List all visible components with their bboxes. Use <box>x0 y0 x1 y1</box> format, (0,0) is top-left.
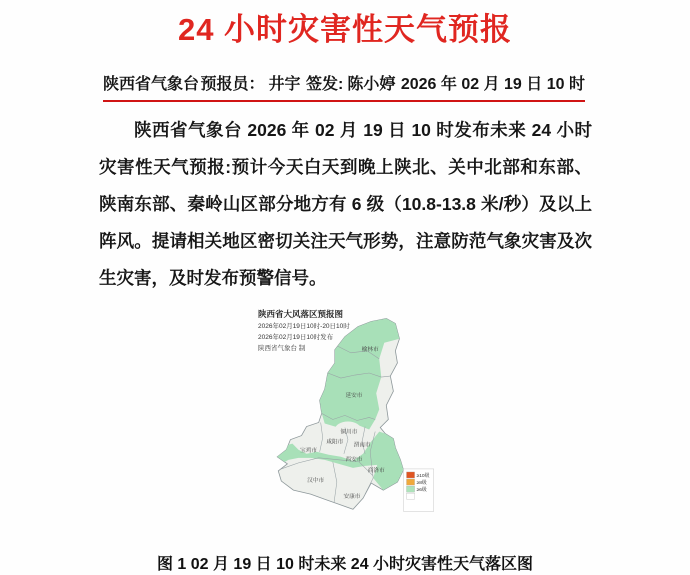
map-producer: 陕西省气象台 制 <box>258 345 306 352</box>
signer-name: 陈小婷 <box>347 76 396 93</box>
signer-group <box>306 71 399 94</box>
city-label-yulin: 榆林市 <box>361 346 379 353</box>
city-label-xian: 西安市 <box>345 456 363 463</box>
forecaster-name: 井宇 <box>268 76 301 93</box>
forecaster-label: 预报员： <box>200 76 265 93</box>
city-label-hanzhong: 汉中市 <box>307 478 325 485</box>
byline <box>103 71 585 102</box>
legend-swatch-none <box>406 493 414 499</box>
legend-label-10: ≥10级 <box>416 474 430 479</box>
city-label-weinan: 渭南市 <box>353 442 371 449</box>
legend-label-8: ≥8级 <box>416 481 427 487</box>
forecast-map <box>248 300 460 548</box>
bulletin-paragraph <box>99 112 592 297</box>
map-title: 陕西省大风落区预报图 <box>258 309 344 319</box>
map-issued-time: 2026年02月19日10时发布 <box>258 334 334 341</box>
city-label-xianyang: 咸阳市 <box>326 439 344 446</box>
legend-swatch-6 <box>406 486 414 492</box>
bulletin-body: 预计今天白天到晚上陕北、关中北部和东部、陕南东部、秦岭山区部分地方有 6 级（10.8-13.8 米/秒）及以上阵风。提请相关地区密切关注天气形势，注意防范气象灾害及次生灾害，及时发布预警信号。 <box>99 157 593 288</box>
legend-swatch-8 <box>406 479 414 485</box>
legend-swatch-10 <box>406 472 414 478</box>
map-legend <box>403 469 433 511</box>
map-valid-period: 2026年02月19日10时-20日10时 <box>258 323 350 330</box>
issue-datetime: 2026 年 02 月 19 日 10 时 <box>400 76 585 93</box>
city-label-ankang: 安康市 <box>343 494 361 501</box>
forecaster-group <box>201 71 305 94</box>
bulletin-lead: 陕西省气象台 2026 年 02 月 19 日 10 时发布未来 24 小时灾害性天气预报: <box>99 120 592 177</box>
city-label-shangluo: 商洛市 <box>367 467 385 474</box>
figure-caption: 图 1 02 月 19 日 10 时未来 24 小时灾害性天气落区图 <box>156 556 534 573</box>
legend-label-6: ≥6级 <box>416 488 427 494</box>
city-label-tongchuan: 铜川市 <box>340 429 358 436</box>
station-name: 陕西省气象台 <box>103 76 200 93</box>
page-title: 24 小时灾害性天气预报 <box>177 12 513 47</box>
city-label-baoji: 宝鸡市 <box>300 447 318 454</box>
city-label-yanan: 延安市 <box>345 393 363 400</box>
signer-label: 签发: <box>306 76 344 93</box>
